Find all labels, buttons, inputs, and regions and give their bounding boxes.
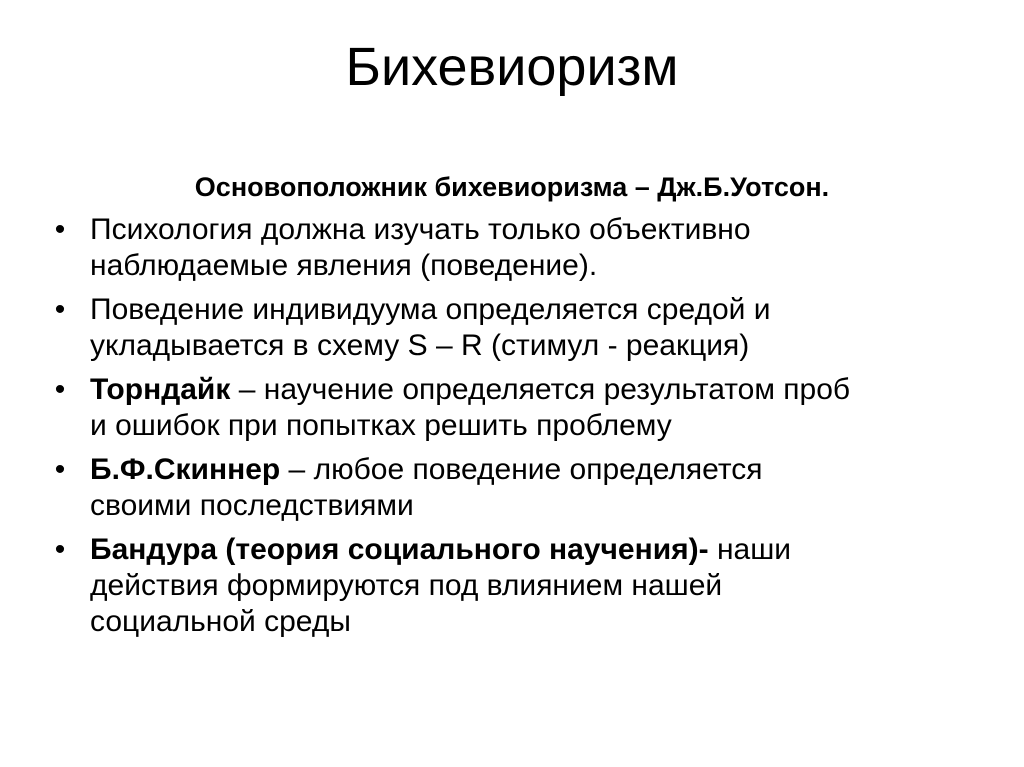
bullet-item-thorndike — [50, 372, 980, 444]
bullet-text-line: социальной среды — [90, 605, 351, 638]
bullet-item-psychology — [50, 212, 980, 284]
bullet-text-line: и ошибок при попытках решить проблему — [90, 409, 672, 442]
bullet-bold-name: Торндайк — [90, 373, 231, 406]
bullet-bold-name: Б.Ф.Скиннер — [90, 453, 281, 486]
bullet-dot-icon: • — [54, 533, 66, 566]
bullet-text-line: наблюдаемые явления (поведение). — [90, 249, 598, 282]
bullet-text-line — [90, 452, 980, 488]
bullet-text-line: Психология должна изучать только объективно — [90, 213, 751, 246]
bullet-dot-icon: • — [54, 453, 66, 486]
bullet-text-line: Поведение индивидуума определяется средой и — [90, 293, 771, 326]
bullet-text-line: своими последствиями — [90, 489, 414, 522]
slide-subtitle: Основоположник бихевиоризма – Дж.Б.Уотсон. — [194, 172, 830, 202]
bullet-text-line — [90, 532, 980, 568]
bullet-item-behavior — [50, 292, 980, 364]
bullet-text-line: укладывается в схему S – R (стимул - реакция) — [90, 329, 750, 362]
bullet-text-rest: – любое поведение определяется — [280, 453, 763, 486]
bullet-dot-icon: • — [54, 293, 66, 326]
bullet-dot-icon: • — [54, 213, 66, 246]
bullet-item-bandura — [50, 532, 980, 640]
slide-title: Бихевиоризм — [345, 37, 679, 97]
bullet-dot-icon: • — [54, 373, 66, 406]
bullet-list — [50, 212, 980, 648]
bullet-bold-name: Бандура (теория социального научения)- — [90, 533, 709, 566]
bullet-text-line: действия формируются под влиянием нашей — [90, 569, 723, 602]
bullet-text-line — [90, 372, 980, 408]
bullet-item-skinner — [50, 452, 980, 524]
bullet-text-rest: – научение определяется результатом проб — [230, 373, 851, 406]
bullet-text-rest: наши — [708, 533, 792, 566]
